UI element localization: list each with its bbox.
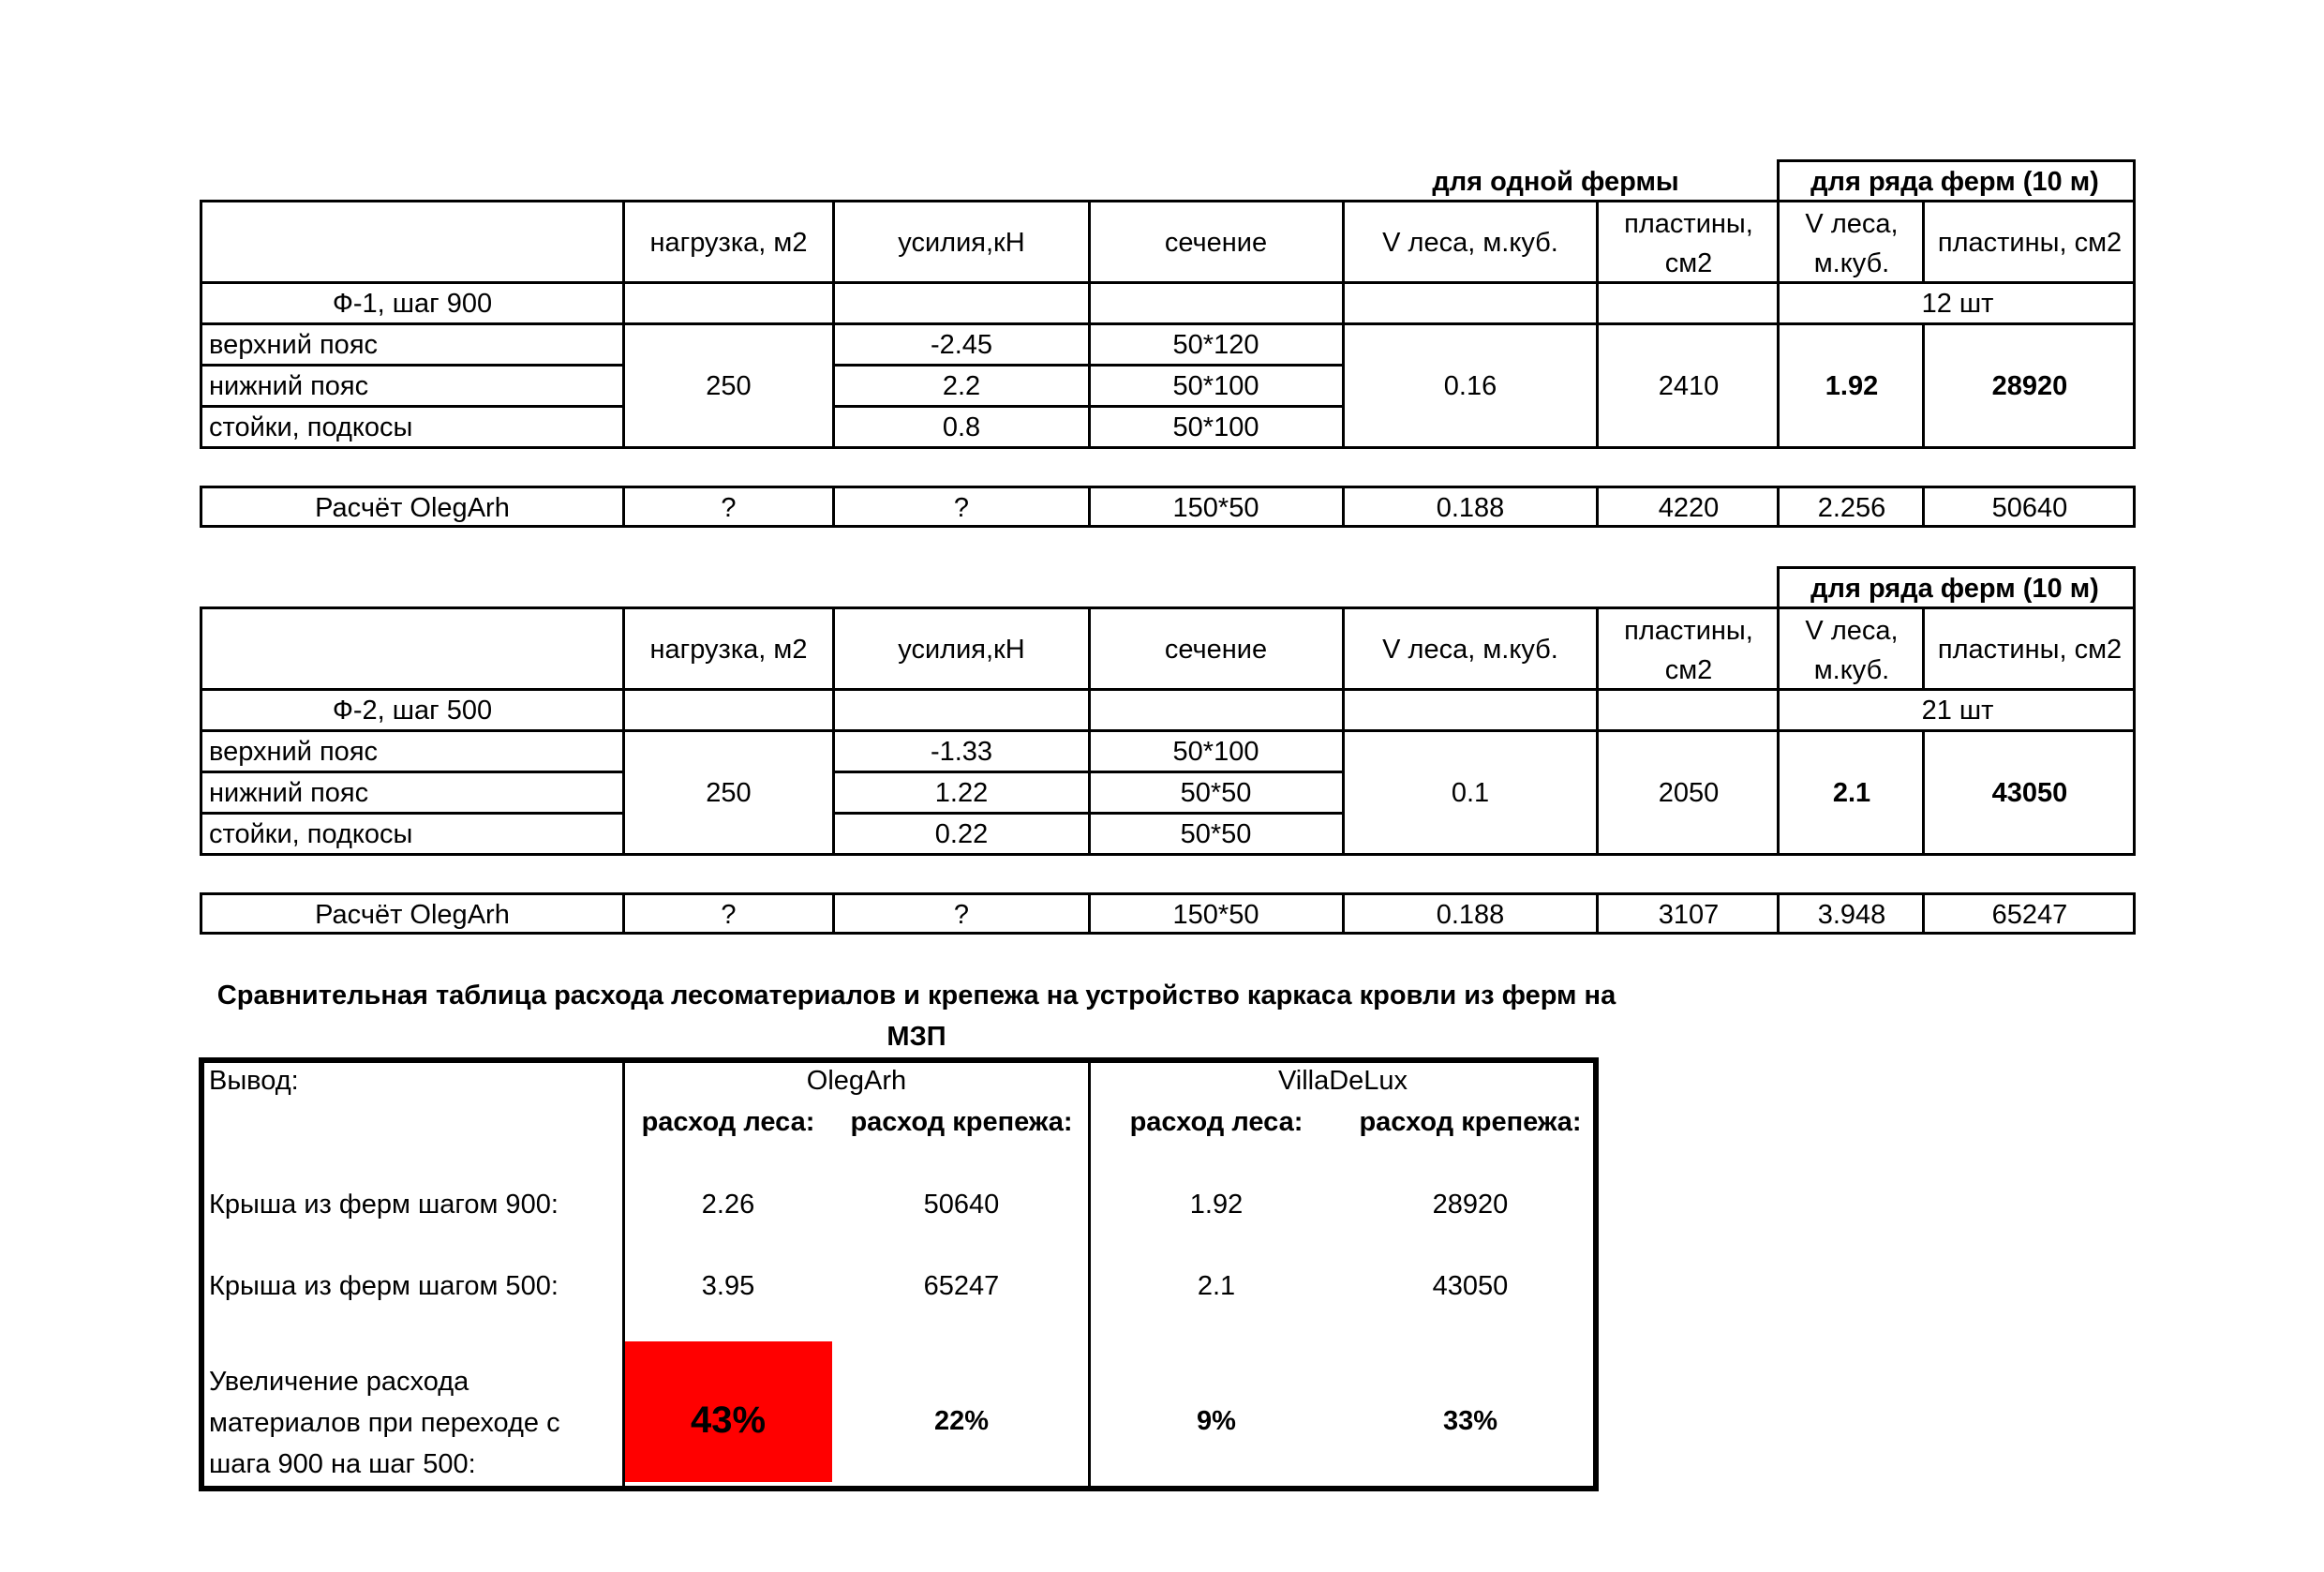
divider (200, 364, 624, 367)
col-v-timber: V леса, м.куб. (1382, 228, 1558, 258)
col-load: нагрузка, м2 (649, 228, 808, 258)
olegarh-timber-header: расход леса: (641, 1107, 815, 1137)
f1-calc-load: ? (721, 493, 737, 523)
divider (1596, 486, 1599, 528)
divider (200, 606, 202, 856)
row500-v-fast: 43050 (1432, 1271, 1509, 1301)
f1-calc-force: ? (953, 493, 970, 523)
divider (1922, 200, 1925, 283)
f1-row-force: -2.45 (930, 330, 993, 360)
row500-o-fast: 65247 (923, 1271, 1000, 1301)
col-plates-2: см2 (1664, 248, 1713, 278)
row500-o-timber: 3.95 (701, 1271, 755, 1301)
f1-row-section: 50*120 (1172, 330, 1259, 360)
row900-o-fast: 50640 (923, 1190, 1000, 1220)
f2-title: Ф-2, шаг 500 (332, 696, 493, 726)
f2-row-section: 50*50 (1180, 819, 1252, 849)
conclusion-label: Вывод: (209, 1066, 299, 1096)
divider (200, 486, 202, 528)
col-v-row-2: м.куб. (1813, 655, 1890, 685)
f2-row-force: -1.33 (930, 737, 993, 767)
divider (1922, 729, 1925, 856)
villadelux-timber-header: расход леса: (1129, 1107, 1304, 1137)
row500-v-timber: 2.1 (1197, 1271, 1236, 1301)
f1-row-force: 2.2 (942, 371, 981, 401)
row900-v-timber: 1.92 (1189, 1190, 1244, 1220)
summary-title-line1: Сравнительная таблица расхода лесоматериалов и крепежа на устройство каркаса кровли из ферм на (216, 981, 1616, 1011)
col-section: сечение (1164, 228, 1268, 258)
f2-row-section: 50*100 (1172, 737, 1259, 767)
divider (1342, 486, 1345, 528)
f2-calc-load: ? (721, 900, 737, 930)
divider (199, 1057, 204, 1491)
divider (622, 1057, 625, 1489)
row900-label: Крыша из ферм шагом 900: (209, 1190, 559, 1220)
increase-label-3: шага 900 на шаг 500: (209, 1449, 476, 1479)
increase-o-fast: 22% (933, 1406, 990, 1436)
f1-calc-v-row: 2.256 (1817, 493, 1886, 523)
f1-v-row: 1.92 (1825, 371, 1879, 401)
divider (2133, 892, 2136, 935)
f2-load: 250 (706, 778, 752, 808)
divider (1342, 200, 1345, 449)
f1-row-section: 50*100 (1172, 412, 1259, 442)
divider (1342, 892, 1345, 935)
col-plates-2: см2 (1664, 655, 1713, 685)
divider (200, 812, 624, 815)
divider (832, 606, 835, 856)
f2-v-row: 2.1 (1832, 778, 1871, 808)
divider (200, 486, 2136, 488)
divider (1596, 606, 1599, 856)
divider (200, 771, 624, 773)
row900-o-timber: 2.26 (701, 1190, 755, 1220)
f1-calc-name: Расчёт OlegArh (315, 493, 510, 523)
divider (1088, 200, 1091, 449)
col-plates-row: пластины, см2 (1937, 228, 2123, 258)
divider (200, 688, 2136, 691)
f2-calc-section: 150*50 (1172, 900, 1259, 930)
villadelux-header: VillaDeLux (1277, 1066, 1408, 1096)
f1-count: 12 шт (1921, 289, 1994, 319)
col-plates-1: пластины, (1624, 209, 1753, 239)
f2-plates-row: 43050 (1991, 778, 2068, 808)
f1-v: 0.16 (1443, 371, 1497, 401)
f1-calc-v: 0.188 (1436, 493, 1505, 523)
f2-calc-v: 0.188 (1436, 900, 1505, 930)
villadelux-fastener-header: расход крепежа: (1359, 1107, 1582, 1137)
header-row-trusses: для ряда ферм (10 м) (1810, 574, 2099, 604)
col-load: нагрузка, м2 (649, 635, 808, 665)
divider (200, 606, 2136, 609)
divider (2133, 200, 2136, 449)
divider (1088, 486, 1091, 528)
f1-row-name: нижний пояс (209, 371, 369, 401)
divider (832, 200, 835, 449)
divider (622, 486, 625, 528)
f1-calc-section: 150*50 (1172, 493, 1259, 523)
f1-calc-plates-row: 50640 (1991, 493, 2068, 523)
row500-label: Крыша из ферм шагом 500: (209, 1271, 559, 1301)
increase-v-fast: 33% (1442, 1406, 1498, 1436)
divider (1777, 486, 1780, 528)
f2-calc-plates-row: 65247 (1991, 900, 2068, 930)
divider (200, 281, 2136, 284)
divider (200, 446, 2136, 449)
divider (200, 322, 2136, 325)
f2-v: 0.1 (1451, 778, 1490, 808)
divider (622, 606, 625, 856)
f2-row-force: 1.22 (934, 778, 989, 808)
f1-row-force: 0.8 (942, 412, 981, 442)
divider (1596, 892, 1599, 935)
col-forces: усилия,кН (898, 635, 1025, 665)
f1-row-section: 50*100 (1172, 371, 1259, 401)
divider (1593, 1057, 1599, 1491)
increase-label-2: материалов при переходе с (209, 1408, 560, 1438)
f2-calc-v-row: 3.948 (1817, 900, 1886, 930)
col-v-row-1: V леса, (1805, 616, 1899, 646)
divider (200, 892, 202, 935)
f2-count: 21 шт (1921, 696, 1994, 726)
divider (1777, 200, 1780, 449)
f2-row-name: нижний пояс (209, 778, 369, 808)
f1-title: Ф-1, шаг 900 (332, 289, 493, 319)
olegarh-fastener-header: расход крепежа: (850, 1107, 1073, 1137)
divider (1922, 606, 1925, 690)
divider (1922, 486, 1925, 528)
divider (1088, 892, 1091, 935)
f1-plates-row: 28920 (1991, 371, 2068, 401)
f1-row-name: верхний пояс (209, 330, 379, 360)
f2-row-name: верхний пояс (209, 737, 379, 767)
divider (200, 729, 2136, 732)
summary-title-line2: МЗП (886, 1022, 946, 1052)
col-v-row-2: м.куб. (1813, 248, 1890, 278)
divider (832, 892, 835, 935)
f1-load: 250 (706, 371, 752, 401)
f2-row-section: 50*50 (1180, 778, 1252, 808)
increase-o-timber: 43% (690, 1400, 767, 1441)
divider (200, 525, 2136, 528)
f2-calc-plates: 3107 (1658, 900, 1720, 930)
col-v-timber: V леса, м.куб. (1382, 635, 1558, 665)
divider (200, 892, 2136, 895)
divider (200, 200, 2136, 202)
f1-calc-plates: 4220 (1658, 493, 1720, 523)
col-plates-row: пластины, см2 (1937, 635, 2123, 665)
col-forces: усилия,кН (898, 228, 1025, 258)
f2-plates: 2050 (1658, 778, 1720, 808)
col-plates-1: пластины, (1624, 616, 1753, 646)
divider (200, 200, 202, 449)
divider (2133, 566, 2136, 609)
divider (622, 200, 625, 449)
divider (1088, 606, 1091, 856)
divider (1922, 322, 1925, 449)
olegarh-header: OlegArh (806, 1066, 907, 1096)
divider (1777, 159, 1780, 202)
header-single-truss: для одной фермы (1432, 167, 1679, 197)
divider (1777, 606, 1780, 856)
col-section: сечение (1164, 635, 1268, 665)
divider (1777, 159, 2136, 162)
divider (1088, 1057, 1091, 1489)
divider (1922, 892, 1925, 935)
divider (200, 853, 2136, 856)
col-v-row-1: V леса, (1805, 209, 1899, 239)
divider (199, 1486, 1599, 1491)
header-row-trusses: для ряда ферм (10 м) (1810, 167, 2099, 197)
divider (1777, 566, 1780, 609)
f2-row-name: стойки, подкосы (209, 819, 413, 849)
increase-v-timber: 9% (1197, 1406, 1236, 1436)
divider (1777, 892, 1780, 935)
divider (1777, 566, 2136, 569)
divider (200, 932, 2136, 935)
increase-label-1: Увеличение расхода (209, 1367, 469, 1397)
f2-calc-name: Расчёт OlegArh (315, 900, 510, 930)
divider (622, 892, 625, 935)
divider (2133, 486, 2136, 528)
divider (832, 486, 835, 528)
divider (2133, 606, 2136, 856)
row900-v-fast: 28920 (1432, 1190, 1509, 1220)
divider (1342, 606, 1345, 856)
divider (1596, 200, 1599, 449)
f2-calc-force: ? (953, 900, 970, 930)
f1-plates: 2410 (1658, 371, 1720, 401)
f2-row-force: 0.22 (934, 819, 989, 849)
divider (200, 405, 624, 408)
divider (2133, 159, 2136, 202)
divider (199, 1057, 1599, 1063)
f1-row-name: стойки, подкосы (209, 412, 413, 442)
